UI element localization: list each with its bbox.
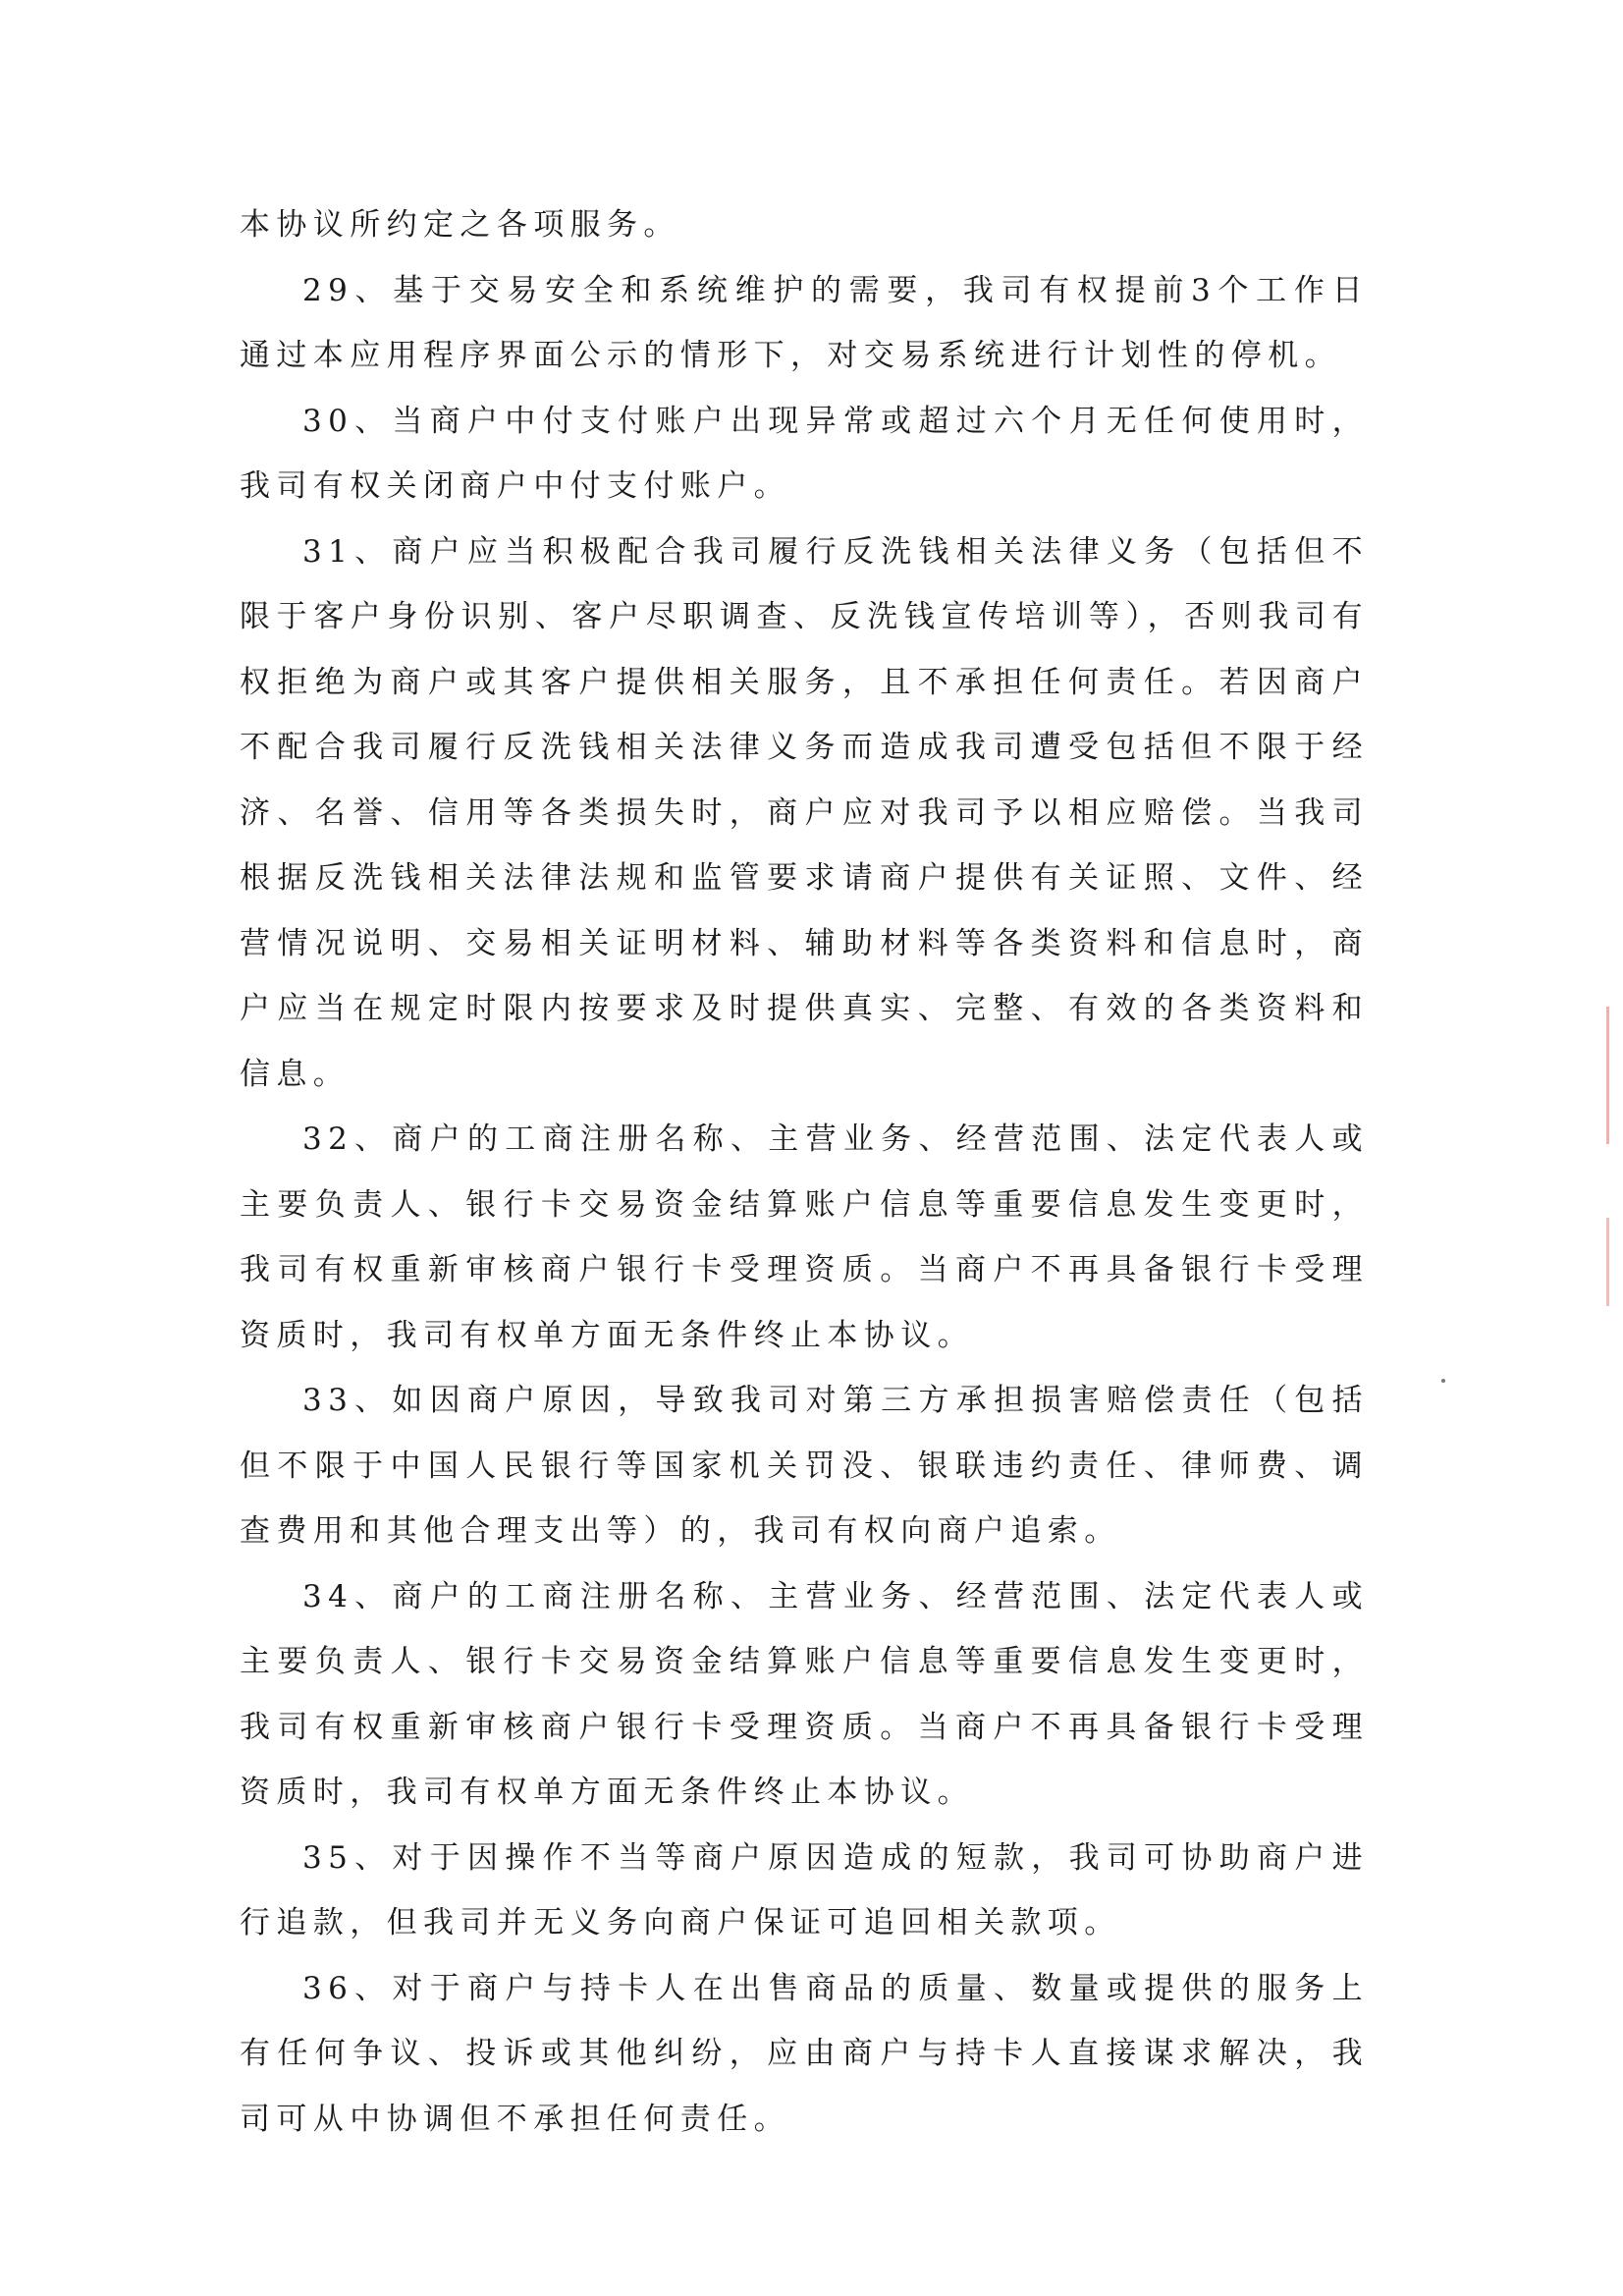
clause-29: 29、基于交易安全和系统维护的需要，我司有权提前3个工作日通过本应用程序界面公示的情形下，对交易系统进行计划性的停机。 [240,272,1369,373]
paragraph-continuation: 本协议所约定之各项服务。 [240,207,680,243]
clause-36: 36、对于商户与持卡人在出售商品的质量、数量或提供的服务上有任何争议、投诉或其他纠纷，应由商户与持卡人直接谋求解决，我司可从中协调但不承担任何责任。 [240,1970,1369,2137]
clause-30: 30、当商户中付支付账户出现异常或超过六个月无任何使用时，我司有权关闭商户中付支付账户。 [240,403,1369,504]
clause-35: 35、对于因操作不当等商户原因造成的短款，我司可协助商户进行追款，但我司并无义务向商户保证可追回相关款项。 [240,1839,1369,1941]
seal-edge-mark-bottom [1606,1218,1623,1306]
scan-speck [1441,1379,1445,1383]
document-body [240,192,1369,2152]
clause-33: 33、如因商户原因，导致我司对第三方承担损害赔偿责任（包括但不限于中国人民银行等国家机关罚没、银联违约责任、律师费、调查费用和其他合理支出等）的，我司有权向商户追索。 [240,1383,1369,1549]
clause-34: 34、商户的工商注册名称、主营业务、经营范围、法定代表人或主要负责人、银行卡交易资金结算账户信息等重要信息发生变更时，我司有权重新审核商户银行卡受理资质。当商户不再具备银行卡受理资质时，我司有权单方面无条件终止本协议。 [240,1578,1369,1810]
seal-edge-mark-top [1606,1007,1623,1144]
clause-32: 32、商户的工商注册名称、主营业务、经营范围、法定代表人或主要负责人、银行卡交易资金结算账户信息等重要信息发生变更时，我司有权重新审核商户银行卡受理资质。当商户不再具备银行卡受理资质时，我司有权单方面无条件终止本协议。 [240,1121,1369,1353]
clause-31: 31、商户应当积极配合我司履行反洗钱相关法律义务（包括但不限于客户身份识别、客户尽职调查、反洗钱宣传培训等），否则我司有权拒绝为商户或其客户提供相关服务，且不承担任何责任。若因商户不配合我司履行反洗钱相关法律义务而造成我司遭受包括但不限于经济、名誉、信用等各类损失时，商户应对我司予以相应赔偿。当我司根据反洗钱相关法律法规和监管要求请商户提供有关证照、文件、经营情况说明、交易相关证明材料、辅助材料等各类资料和信息时，商户应当在规定时限内按要求及时提供真实、完整、有效的各类资料和信息。 [240,533,1369,1092]
